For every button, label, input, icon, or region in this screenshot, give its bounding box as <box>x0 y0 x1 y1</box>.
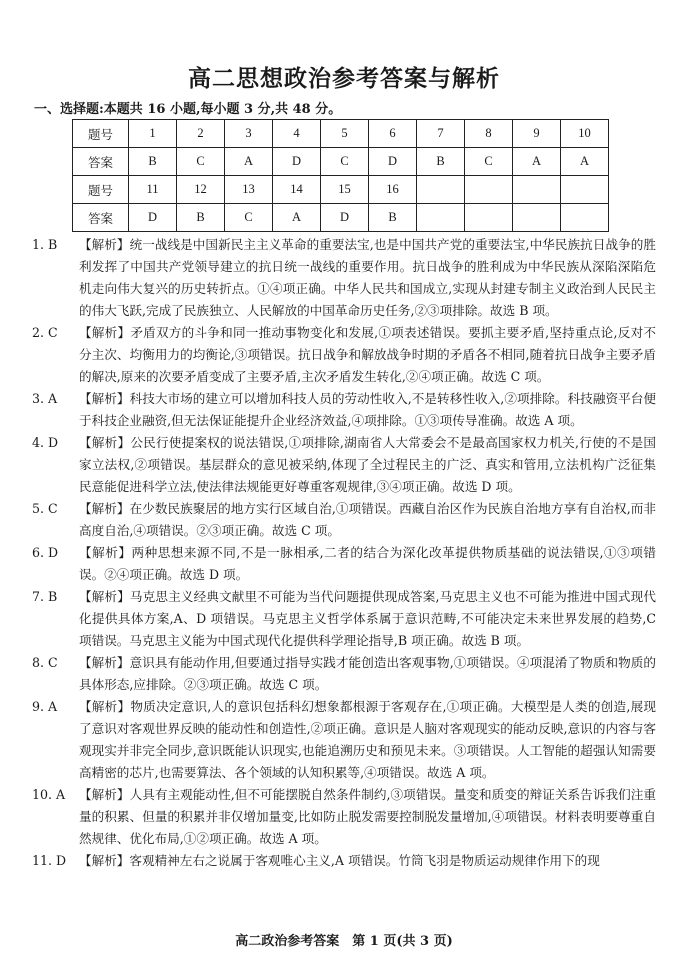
answer-item-5 <box>32 498 656 542</box>
item-number: 8. C <box>32 655 58 670</box>
item-text: 【解析】两种思想来源不同,不是一脉相承,二者的结合为深化改革提供物质基础的说法错误,①③项错误。②④项正确。故选 D 项。 <box>79 545 656 582</box>
item-number: 3. A <box>32 391 58 406</box>
table-cell: D <box>321 204 369 232</box>
table-cell: D <box>273 148 321 176</box>
section-heading: 一、选择题:本题共 16 小题,每小题 3 分,共 48 分。 <box>34 102 342 117</box>
table-cell: 答案 <box>73 148 129 176</box>
table-cell: 8 <box>465 120 513 148</box>
item-number: 11. D <box>32 853 67 868</box>
item-text: 【解析】科技大市场的建立可以增加科技人员的劳动性收入,不是转移性收入,②项排除。科技融资平台便于科技企业融资,但无法保证能提升企业经济效益,④项排除。①③项传导准确。故选 A 项。 <box>79 391 656 428</box>
table-cell <box>465 176 513 204</box>
item-text: 【解析】客观精神左右之说属于客观唯心主义,A 项错误。竹筒飞羽是物质运动规律作用下的现 <box>79 853 600 868</box>
table-cell <box>417 204 465 232</box>
item-text: 【解析】统一战线是中国新民主主义革命的重要法宝,也是中国共产党的重要法宝,中华民族抗日战争的胜利发挥了中国共产党领导建立的抗日统一战线的重要作用。抗日战争的胜利成为中华民族从深陷深陷危机走向伟大复兴的历史转折点。①④项正确。中华人民共和国成立,实现从封建专制主义政治到人民民主的伟大飞跃,完成了民族独立、人民解放的中国革命历史任务,②③项排除。故选 B 项。 <box>79 237 656 318</box>
table-cell: 6 <box>369 120 417 148</box>
item-number: 6. D <box>32 545 59 560</box>
table-cell: C <box>465 148 513 176</box>
table-cell: C <box>321 148 369 176</box>
table-cell: 答案 <box>73 204 129 232</box>
table-row <box>73 204 609 232</box>
table-cell: 7 <box>417 120 465 148</box>
table-cell: A <box>561 148 609 176</box>
table-cell: 题号 <box>73 120 129 148</box>
table-cell: B <box>417 148 465 176</box>
item-text: 【解析】公民行使提案权的说法错误,①项排除,湖南省人大常委会不是最高国家权力机关,行使的不是国家立法权,②项错误。基层群众的意见被采纳,体现了全过程民主的广泛、真实和管用,立法机构广泛征集民意能促进科学立法,使法律法规能更好尊重客观规律,③④项正确。故选 D 项。 <box>79 435 656 494</box>
table-cell: 2 <box>177 120 225 148</box>
table-cell: A <box>273 204 321 232</box>
answer-item-1 <box>32 234 656 322</box>
table-cell <box>561 176 609 204</box>
table-cell: 4 <box>273 120 321 148</box>
table-cell: C <box>225 204 273 232</box>
item-text: 【解析】矛盾双方的斗争和同一推动事物变化和发展,①项表述错误。要抓主要矛盾,坚持重点论,反对不分主次、均衡用力的均衡论,③项错误。抗日战争和解放战争时期的矛盾各不相同,随着抗日战争主要矛盾的解决,原来的次要矛盾变成了主要矛盾,主次矛盾发生转化,②④项正确。故选 C 项。 <box>79 325 656 384</box>
answer-table <box>72 119 609 232</box>
answer-item-6 <box>32 542 656 586</box>
answer-item-4 <box>32 432 656 498</box>
table-cell: 11 <box>129 176 177 204</box>
table-row <box>73 148 609 176</box>
table-cell: 12 <box>177 176 225 204</box>
table-cell: B <box>369 204 417 232</box>
item-number: 9. A <box>32 699 58 714</box>
table-cell: 15 <box>321 176 369 204</box>
table-cell: 10 <box>561 120 609 148</box>
item-number: 5. C <box>32 501 58 516</box>
table-cell: 16 <box>369 176 417 204</box>
table-cell: 3 <box>225 120 273 148</box>
table-cell <box>417 176 465 204</box>
item-text: 【解析】马克思主义经典文献里不可能为当代问题提供现成答案,马克思主义也不可能为推进中国式现代化提供具体方案,A、D 项错误。马克思主义哲学体系属于意识范畴,不可能决定未来世界发展的趋势,C 项错误。马克思主义能为中国式现代化提供科学理论指导,B 项正确。故选 B 项。 <box>79 589 656 648</box>
answer-item-2 <box>32 322 656 388</box>
item-number: 1. B <box>32 237 58 252</box>
table-cell: B <box>129 148 177 176</box>
item-text: 【解析】人具有主观能动性,但不可能摆脱自然条件制约,③项错误。量变和质变的辩证关系告诉我们注重量的积累、但量的积累并非仅增加量变,比如防止脱发需要控制脱发量增加,④项错误。材料表明要尊重自然规律、优化布局,①②项正确。故选 A 项。 <box>79 787 656 846</box>
item-text: 【解析】在少数民族聚居的地方实行区域自治,①项错误。西藏自治区作为民族自治地方享有自治权,而非高度自治,④项错误。②③项正确。故选 C 项。 <box>79 501 656 538</box>
analysis-list <box>32 234 656 872</box>
table-cell: A <box>225 148 273 176</box>
table-cell <box>513 204 561 232</box>
answer-item-8 <box>32 652 656 696</box>
table-cell: 1 <box>129 120 177 148</box>
table-cell <box>465 204 513 232</box>
item-number: 2. C <box>32 325 58 340</box>
table-row <box>73 176 609 204</box>
table-cell: D <box>369 148 417 176</box>
item-number: 4. D <box>32 435 59 450</box>
table-cell: D <box>129 204 177 232</box>
table-row <box>73 120 609 148</box>
answer-item-3 <box>32 388 656 432</box>
answer-item-11 <box>32 850 656 872</box>
item-number: 10. A <box>32 787 66 802</box>
table-cell: 9 <box>513 120 561 148</box>
table-cell: 5 <box>321 120 369 148</box>
item-number: 7. B <box>32 589 58 604</box>
table-cell <box>561 204 609 232</box>
table-cell: C <box>177 148 225 176</box>
document-title: 高二思想政治参考答案与解析 <box>188 65 500 92</box>
item-text: 【解析】物质决定意识,人的意识包括科幻想象都根源于客观存在,①项正确。大模型是人类的创造,展现了意识对客观世界反映的能动性和创造性,②项正确。意识是人脑对客观现实的能动反映,意识的内容与客观现实并非完全同步,意识既能认识现实,也能追溯历史和预见未来。③项错误。人工智能的超强认知需要高精密的芯片,也需要算法、各个领域的认知积累等,④项错误。故选 A 项。 <box>79 699 656 780</box>
answer-item-7 <box>32 586 656 652</box>
table-cell: 题号 <box>73 176 129 204</box>
table-cell: 13 <box>225 176 273 204</box>
table-cell: 14 <box>273 176 321 204</box>
table-cell: B <box>177 204 225 232</box>
answer-item-10 <box>32 784 656 850</box>
answer-item-9 <box>32 696 656 784</box>
table-cell <box>513 176 561 204</box>
page-footer: 高二政治参考答案 第 1 页(共 3 页) <box>235 934 453 949</box>
item-text: 【解析】意识具有能动作用,但要通过指导实践才能创造出客观事物,①项错误。④项混淆了物质和物质的具体形态,应排除。②③项正确。故选 C 项。 <box>79 655 656 692</box>
table-cell: A <box>513 148 561 176</box>
